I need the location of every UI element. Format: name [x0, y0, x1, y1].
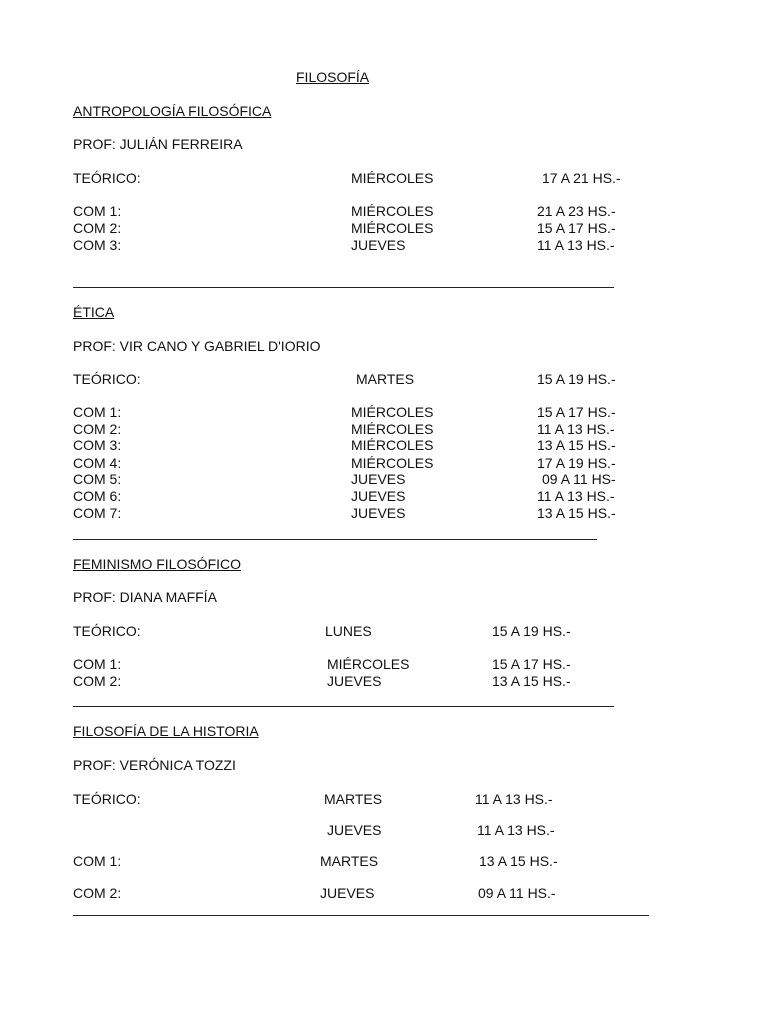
row-day: MIÉRCOLES — [351, 455, 434, 471]
row-time: 15 A 19 HS.- — [537, 371, 616, 387]
row-day: MIÉRCOLES — [351, 170, 434, 186]
row-time: 15 A 17 HS.- — [492, 656, 571, 672]
row-day: JUEVES — [327, 822, 382, 838]
professor-line: PROF: VIR CANO Y GABRIEL D'IORIO — [73, 338, 321, 354]
row-label: COM 1: — [73, 656, 122, 672]
row-label: COM 2: — [73, 220, 122, 236]
row-time: 21 A 23 HS.- — [537, 203, 616, 219]
row-day: MARTES — [324, 791, 383, 807]
row-label: COM 2: — [73, 673, 122, 689]
row-day: LUNES — [325, 623, 372, 639]
row-time: 13 A 15 HS.- — [537, 437, 616, 453]
row-time: 09 A 11 HS- — [542, 471, 616, 487]
row-day: JUEVES — [351, 488, 406, 504]
row-label: TEÓRICO: — [73, 170, 141, 186]
row-time: 11 A 13 HS.- — [477, 822, 555, 838]
professor-line: PROF: DIANA MAFFÍA — [73, 589, 217, 605]
row-day: MIÉRCOLES — [351, 220, 434, 236]
row-day: MIÉRCOLES — [351, 404, 434, 420]
row-label: COM 7: — [73, 505, 122, 521]
row-label: COM 2: — [73, 421, 122, 437]
section-heading: ÉTICA — [73, 304, 115, 320]
row-time: 17 A 19 HS.- — [537, 455, 616, 471]
row-label: TEÓRICO: — [73, 623, 141, 639]
row-time: 11 A 13 HS.- — [537, 488, 615, 504]
row-day: MIÉRCOLES — [351, 203, 434, 219]
row-time: 11 A 13 HS.- — [475, 791, 553, 807]
row-time: 15 A 19 HS.- — [492, 623, 571, 639]
row-day: JUEVES — [327, 673, 382, 689]
section-divider — [73, 915, 649, 916]
row-label: COM 4: — [73, 455, 122, 471]
section-heading: FILOSOFÍA DE LA HISTORIA — [73, 723, 259, 739]
row-time: 11 A 13 HS.- — [537, 237, 615, 253]
row-label: TEÓRICO: — [73, 371, 141, 387]
row-day: JUEVES — [351, 471, 406, 487]
row-label: COM 3: — [73, 237, 122, 253]
row-time: 13 A 15 HS.- — [537, 505, 616, 521]
row-day: JUEVES — [351, 237, 406, 253]
row-day: MIÉRCOLES — [351, 421, 434, 437]
row-day: MIÉRCOLES — [351, 437, 434, 453]
row-label: COM 1: — [73, 203, 122, 219]
professor-line: PROF: JULIÁN FERREIRA — [73, 136, 243, 152]
professor-line: PROF: VERÓNICA TOZZI — [73, 757, 236, 773]
row-time: 15 A 17 HS.- — [537, 220, 616, 236]
row-time: 13 A 15 HS.- — [479, 853, 558, 869]
row-day: MIÉRCOLES — [327, 656, 410, 672]
section-divider — [73, 706, 614, 707]
row-time: 15 A 17 HS.- — [537, 404, 616, 420]
row-label: COM 1: — [73, 853, 122, 869]
row-time: 13 A 15 HS.- — [492, 673, 571, 689]
section-divider — [73, 287, 614, 288]
row-time: 09 A 11 HS.- — [478, 885, 556, 901]
section-heading: FEMINISMO FILOSÓFICO — [73, 556, 242, 572]
page-title: FILOSOFÍA — [296, 69, 370, 85]
row-day: MARTES — [320, 853, 379, 869]
row-day: JUEVES — [320, 885, 375, 901]
row-label: COM 5: — [73, 471, 122, 487]
row-time: 17 A 21 HS.- — [542, 170, 621, 186]
row-label: COM 1: — [73, 404, 122, 420]
row-label: TEÓRICO: — [73, 791, 141, 807]
section-divider — [73, 539, 597, 540]
row-label: COM 6: — [73, 488, 122, 504]
row-time: 11 A 13 HS.- — [537, 421, 615, 437]
row-day: MARTES — [356, 371, 415, 387]
row-label: COM 2: — [73, 885, 122, 901]
section-heading: ANTROPOLOGÍA FILOSÓFICA — [73, 103, 272, 119]
row-day: JUEVES — [351, 505, 406, 521]
row-label: COM 3: — [73, 437, 122, 453]
